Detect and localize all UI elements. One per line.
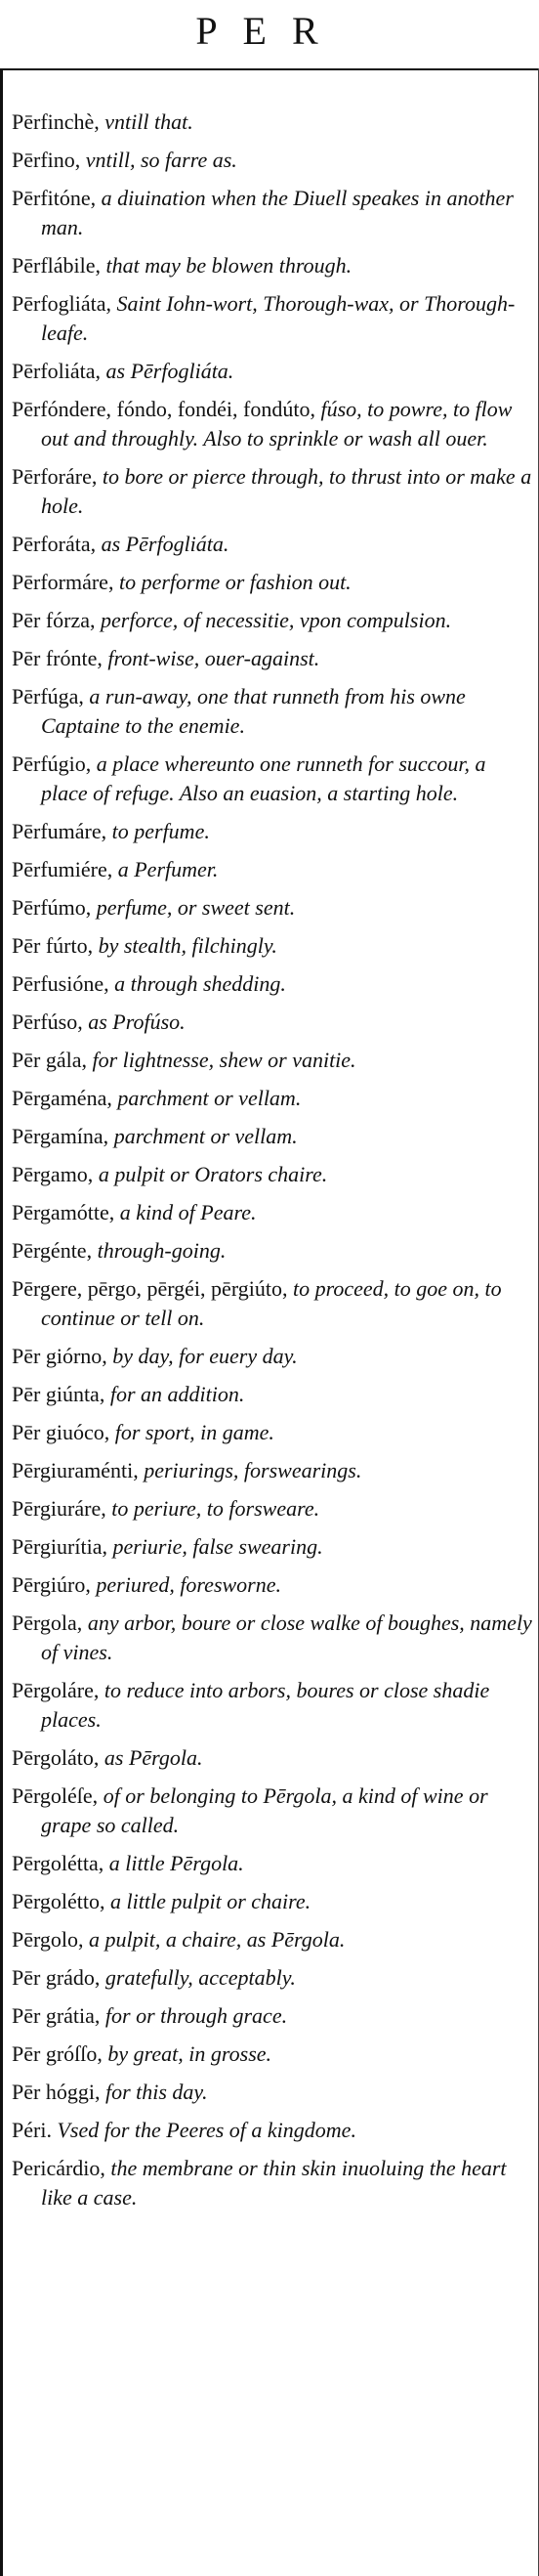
- entry-definition: a place whereunto one runneth for succour, a place of refuge. Also an euasion, a starting hole.: [41, 751, 486, 805]
- dictionary-entry: [12, 1342, 533, 1371]
- entry-headword: Pērgamótte,: [12, 1200, 115, 1224]
- dictionary-entry: [12, 1418, 533, 1447]
- dictionary-entry: [12, 1849, 533, 1878]
- entry-headword: Pērgiuraménti,: [12, 1458, 139, 1482]
- entry-definition: a pulpit, a chaire, as Pērgola.: [83, 1927, 346, 1952]
- entry-headword: Pērgolétta,: [12, 1851, 104, 1875]
- entry-headword: Pērfitóne,: [12, 186, 97, 210]
- entry-definition: a little Pērgola.: [104, 1851, 244, 1875]
- entry-definition: a pulpit or Orators chaire.: [93, 1162, 328, 1186]
- entry-definition: Saint Iohn-wort, Thorough-wax, or Thorough-leafe.: [41, 291, 516, 345]
- header-rule: [0, 68, 539, 70]
- entry-headword: Pērflábile,: [12, 253, 102, 278]
- entry-headword: Pērgiuráre,: [12, 1496, 106, 1521]
- dictionary-entry: [12, 893, 533, 923]
- entry-definition: perforce, of necessitie, vpon compulsion.: [95, 608, 452, 632]
- entry-definition: to proceed, to goe on, to continue or tell on.: [41, 1276, 502, 1330]
- entry-headword: Pērfusióne,: [12, 971, 109, 996]
- entry-definition: by stealth, filchingly.: [93, 933, 277, 958]
- entry-headword: Pērgiúro,: [12, 1572, 91, 1597]
- dictionary-entry: [12, 2078, 533, 2107]
- entry-definition: as Pērfogliáta.: [96, 532, 229, 556]
- entry-headword: Pērforáta,: [12, 532, 97, 556]
- entry-definition: to perfume.: [106, 819, 210, 843]
- entry-headword: Pēr fúrto,: [12, 933, 94, 958]
- dictionary-entry: [12, 931, 533, 961]
- entry-list: [12, 107, 533, 2221]
- entry-definition: as Profúso.: [82, 1009, 186, 1034]
- entry-definition: of or belonging to Pērgola, a kind of wine or grape so called.: [41, 1783, 488, 1837]
- entry-definition: a through shedding.: [108, 971, 286, 996]
- entry-headword: Pēr gála,: [12, 1048, 87, 1072]
- entry-definition: a Perfumer.: [112, 857, 219, 881]
- entry-headword: Pērgiurítia,: [12, 1534, 107, 1559]
- dictionary-entry: [12, 1084, 533, 1113]
- entry-headword: Pērgoláre,: [12, 1678, 100, 1702]
- dictionary-entry: [12, 357, 533, 386]
- dictionary-entry: [12, 606, 533, 635]
- dictionary-entry: [12, 1925, 533, 1954]
- entry-definition: to reduce into arbors, boures or close shadie places.: [41, 1678, 490, 1732]
- entry-definition: fúso, to powre, to flow out and throughly. Also to sprinkle or wash all ouer.: [41, 397, 513, 451]
- dictionary-entry: [12, 1887, 533, 1916]
- dictionary-entry: [12, 750, 533, 808]
- entry-headword: Pērfúmo,: [12, 895, 92, 920]
- entry-headword: Pērgénte,: [12, 1238, 93, 1263]
- dictionary-entry: [12, 1532, 533, 1562]
- dictionary-entry: [12, 1609, 533, 1667]
- entry-headword: Pērgaména,: [12, 1086, 112, 1110]
- entry-definition: the membrane or thin skin inuoluing the heart like a case.: [41, 2156, 507, 2210]
- dictionary-entry: [12, 1236, 533, 1266]
- entry-definition: to bore or pierce through, to thrust into or make a hole.: [41, 464, 532, 518]
- entry-headword: Pērfúso,: [12, 1009, 83, 1034]
- dictionary-entry: [12, 107, 533, 137]
- entry-headword: Pēr giórno,: [12, 1344, 107, 1368]
- dictionary-entry: [12, 1008, 533, 1037]
- page-header: PER: [195, 8, 344, 53]
- entry-headword: Pērfogliáta,: [12, 291, 112, 316]
- entry-definition: for sport, in game.: [109, 1420, 274, 1444]
- entry-definition: front-wise, ouer-against.: [102, 646, 320, 670]
- entry-headword: Pērfinchè,: [12, 109, 100, 134]
- entry-headword: Pērfóndere, fóndo, fondéi, fondúto,: [12, 397, 315, 421]
- entry-definition: periured, foresworne.: [90, 1572, 282, 1597]
- column-rule-left: [0, 68, 3, 2576]
- dictionary-entry: [12, 289, 533, 348]
- entry-definition: for lightnesse, shew or vanitie.: [86, 1048, 356, 1072]
- entry-headword: Pērgola,: [12, 1610, 83, 1635]
- dictionary-entry: [12, 568, 533, 597]
- entry-headword: Pēr gróſſo,: [12, 2041, 103, 2066]
- dictionary-entry: [12, 969, 533, 999]
- dictionary-entry: [12, 395, 533, 453]
- dictionary-entry: [12, 2116, 533, 2145]
- entry-headword: Pērgolo,: [12, 1927, 84, 1952]
- entry-definition: that may be blowen through.: [101, 253, 352, 278]
- entry-headword: Péri.: [12, 2118, 52, 2142]
- dictionary-entry: [12, 1570, 533, 1600]
- entry-headword: Pēr giuóco,: [12, 1420, 110, 1444]
- entry-headword: Pērgamína,: [12, 1124, 109, 1148]
- entry-definition: to performe or fashion out.: [113, 570, 352, 594]
- entry-definition: for this day.: [100, 2080, 208, 2104]
- entry-definition: any arbor, boure or close walke of boughes, namely of vines.: [41, 1610, 532, 1664]
- dictionary-entry: [12, 1676, 533, 1735]
- entry-definition: gratefully, acceptably.: [100, 1965, 296, 1990]
- entry-definition: periurie, false swearing.: [106, 1534, 323, 1559]
- dictionary-entry: [12, 1743, 533, 1773]
- entry-definition: by great, in grosse.: [102, 2041, 272, 2066]
- entry-headword: Pērforáre,: [12, 464, 98, 489]
- entry-definition: for or through grace.: [100, 2003, 288, 2028]
- entry-definition: by day, for euery day.: [106, 1344, 298, 1368]
- dictionary-entry: [12, 462, 533, 521]
- dictionary-entry: [12, 1494, 533, 1524]
- entry-headword: Pērfoliáta,: [12, 359, 102, 383]
- entry-headword: Pēr grádo,: [12, 1965, 101, 1990]
- dictionary-entry: [12, 1160, 533, 1189]
- dictionary-entry: [12, 817, 533, 846]
- entry-definition: a little pulpit or chaire.: [104, 1889, 311, 1913]
- entry-headword: Pericárdio,: [12, 2156, 105, 2180]
- entry-headword: Pēr frónte,: [12, 646, 103, 670]
- entry-headword: Pērgolétto,: [12, 1889, 105, 1913]
- entry-definition: a run-away, one that runneth from his owne Captaine to the enemie.: [41, 684, 466, 738]
- entry-definition: as Pērfogliáta.: [101, 359, 234, 383]
- dictionary-entry: [12, 1046, 533, 1075]
- dictionary-entry: [12, 644, 533, 673]
- entry-headword: Pērfúgio,: [12, 751, 92, 776]
- entry-definition: for an addition.: [104, 1382, 245, 1406]
- dictionary-entry: [12, 251, 533, 280]
- dictionary-entry: [12, 855, 533, 884]
- entry-definition: to periure, to forsweare.: [105, 1496, 320, 1521]
- dictionary-entry: [12, 682, 533, 741]
- entry-definition: through-going.: [92, 1238, 227, 1263]
- entry-headword: Pērfumáre,: [12, 819, 107, 843]
- entry-headword: Pērfúga,: [12, 684, 84, 708]
- dictionary-entry: [12, 1122, 533, 1151]
- entry-definition: Vsed for the Peeres of a kingdome.: [51, 2118, 356, 2142]
- dictionary-entry: [12, 1782, 533, 1840]
- dictionary-entry: [12, 2039, 533, 2069]
- dictionary-entry: [12, 530, 533, 559]
- entry-definition: parchment or vellam.: [108, 1124, 298, 1148]
- entry-headword: Pērformáre,: [12, 570, 114, 594]
- entry-headword: Pēr hóggi,: [12, 2080, 101, 2104]
- dictionary-entry: [12, 1274, 533, 1333]
- dictionary-entry: [12, 184, 533, 242]
- dictionary-entry: [12, 146, 533, 175]
- entry-headword: Pērgere, pērgo, pērgéi, pērgiúto,: [12, 1276, 288, 1301]
- entry-headword: Pērfino,: [12, 148, 81, 172]
- entry-definition: parchment or vellam.: [111, 1086, 302, 1110]
- entry-headword: Pēr giúnta,: [12, 1382, 105, 1406]
- entry-definition: perfume, or sweet sent.: [91, 895, 296, 920]
- entry-definition: a kind of Peare.: [114, 1200, 257, 1224]
- dictionary-entry: [12, 1380, 533, 1409]
- dictionary-entry: [12, 1456, 533, 1485]
- entry-headword: Pērfumiére,: [12, 857, 113, 881]
- dictionary-entry: [12, 2154, 533, 2212]
- entry-definition: a diuination when the Diuell speakes in another man.: [41, 186, 514, 239]
- entry-definition: periurings, forswearings.: [138, 1458, 362, 1482]
- entry-definition: as Pērgola.: [99, 1745, 203, 1770]
- entry-headword: Pērgoláto,: [12, 1745, 100, 1770]
- entry-headword: Pērgamo,: [12, 1162, 94, 1186]
- dictionary-entry: [12, 1198, 533, 1227]
- dictionary-entry: [12, 1963, 533, 1993]
- entry-headword: Pēr grátia,: [12, 2003, 101, 2028]
- entry-definition: vntill that.: [99, 109, 193, 134]
- dictionary-entry: [12, 2001, 533, 2031]
- entry-definition: vntill, so farre as.: [80, 148, 237, 172]
- entry-headword: Pērgoléſe,: [12, 1783, 99, 1808]
- entry-headword: Pēr fórza,: [12, 608, 96, 632]
